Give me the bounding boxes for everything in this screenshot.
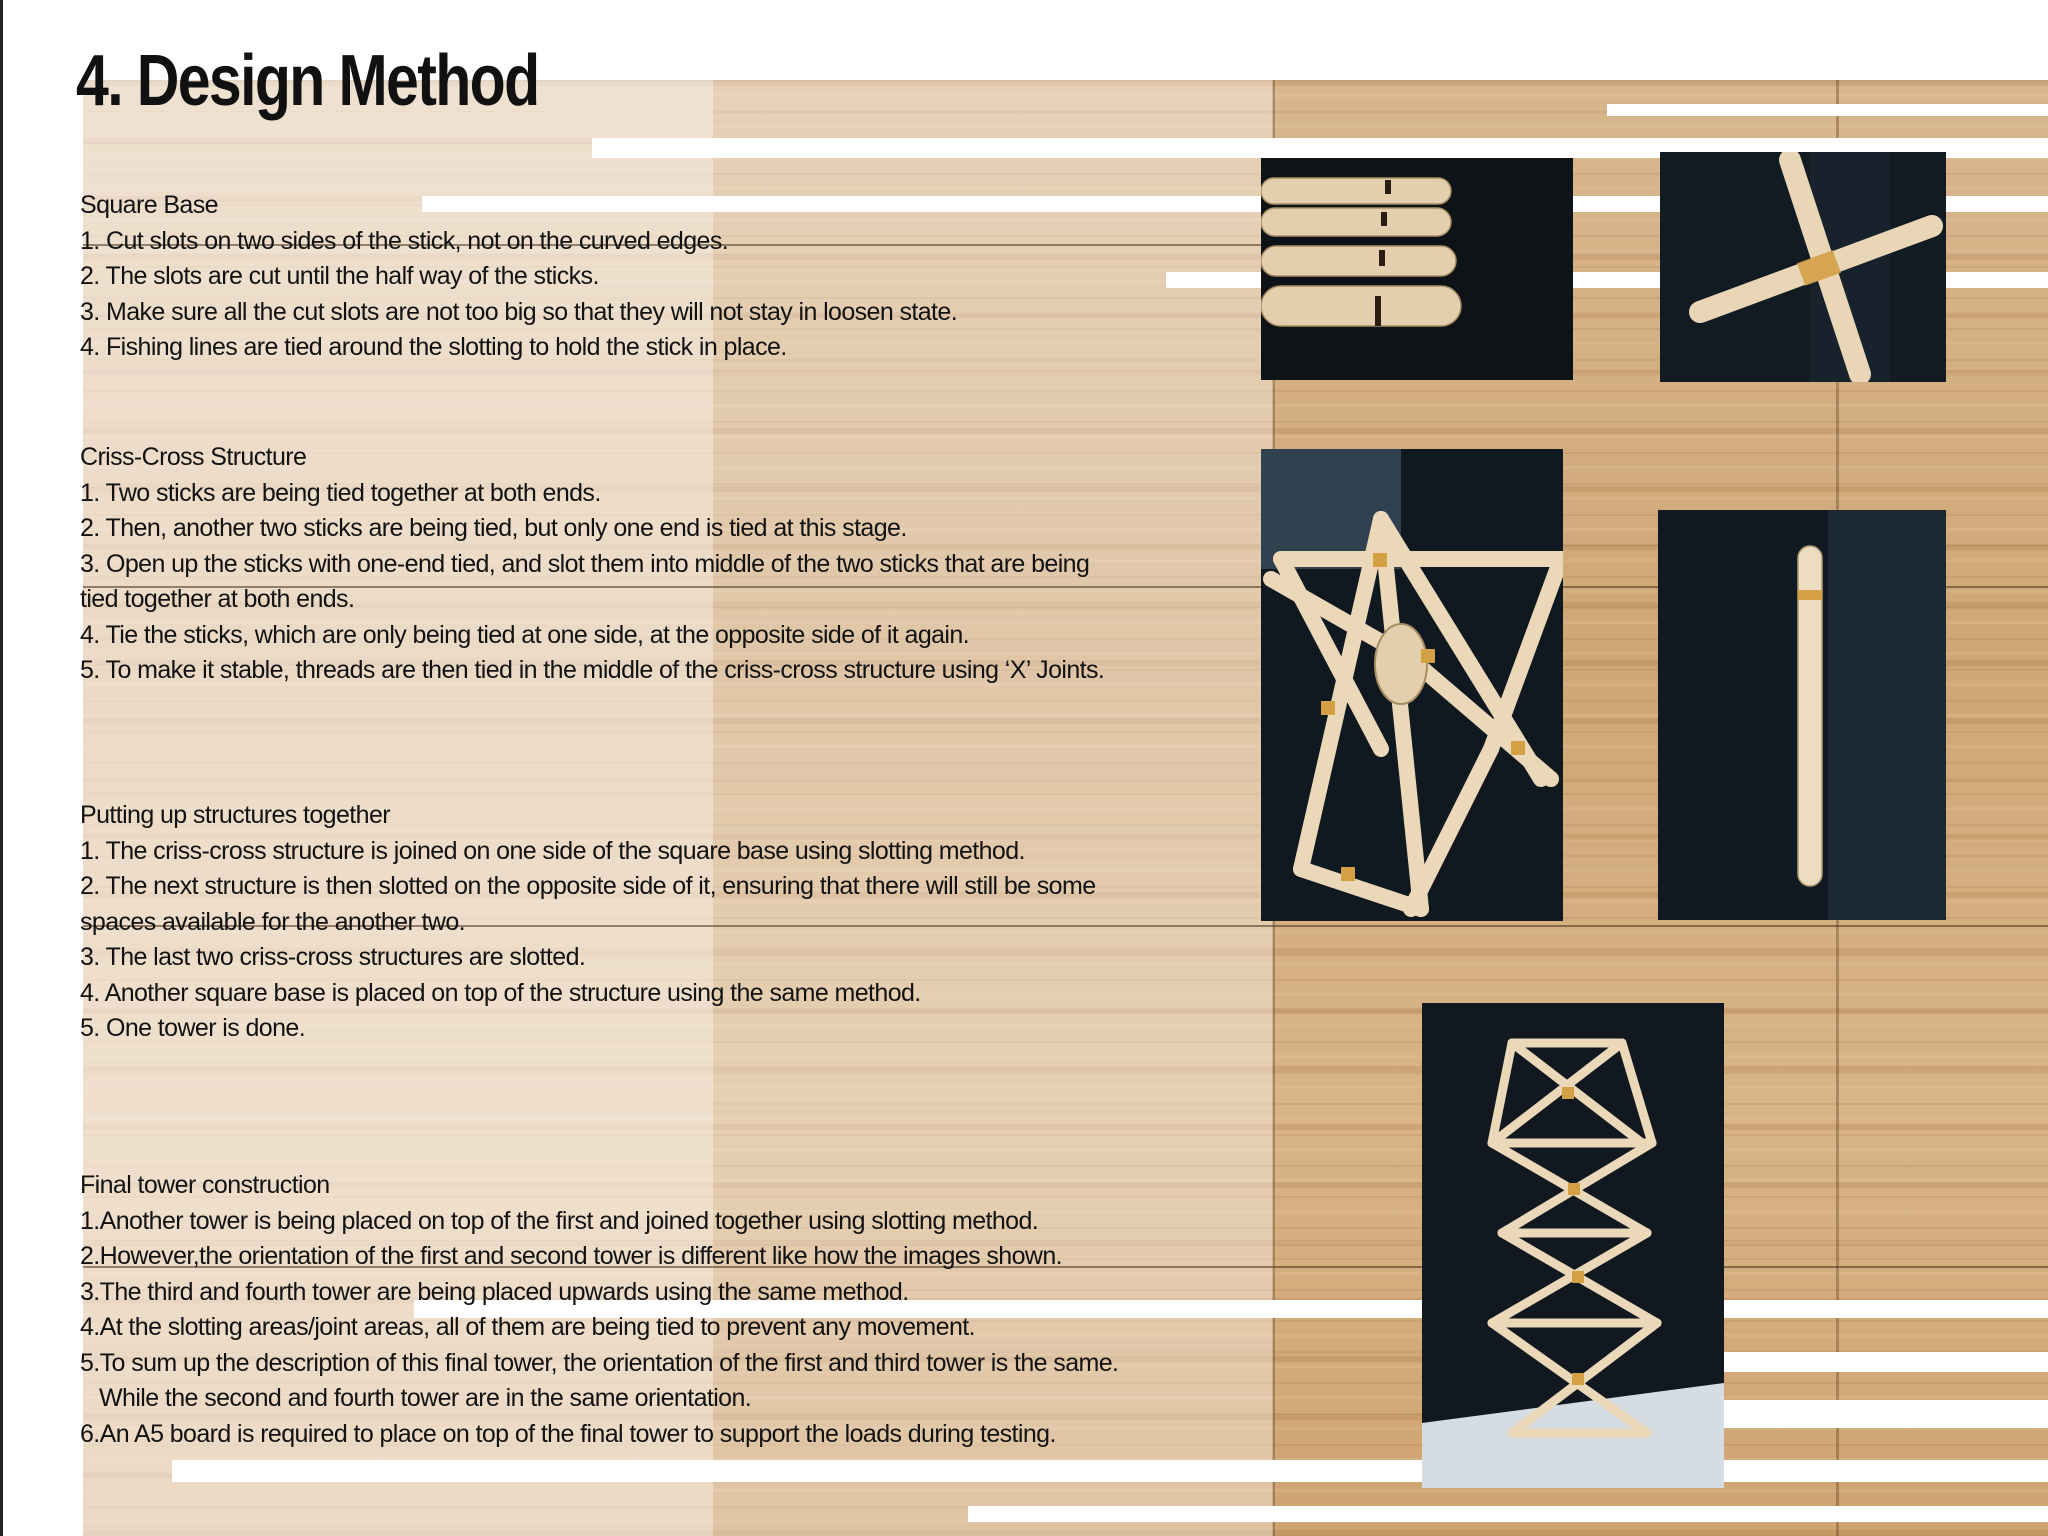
final-tower-drawing [1422,1003,1724,1488]
page-edge [0,0,3,1536]
accent-stripe [1607,104,2048,116]
section-heading: Final tower construction [80,1171,330,1199]
step-line: 3. Make sure all the cut slots are not too big so that they will not stay in loosen state. [80,297,958,326]
slotted-sticks-drawing [1261,158,1573,380]
step-line: 4. Tie the sticks, which are only being tied at one side, at the opposite side of it again. [80,620,970,649]
single-stick-drawing [1658,510,1946,920]
criss-cross-structure-drawing [1261,449,1563,921]
step-line: 5.To sum up the description of this final tower, the orientation of the first and third tower is the same. [80,1348,1119,1377]
photo-cross-sticks [1660,152,1946,382]
accent-stripe [172,1460,2048,1482]
step-line: 5. To make it stable, threads are then tied in the middle of the criss-cross structure using ‘X’ Joints. [80,656,1105,684]
step-line: 4. Fishing lines are tied around the slotting to hold the stick in place. [80,333,787,361]
step-line: 2. The next structure is then slotted on the opposite side of it, ensuring that there will still be some [80,872,1096,900]
section-heading: Square Base [80,191,218,219]
step-line: While the second and fourth tower are in the same orientation. [80,1384,752,1412]
section-final-tower [80,1168,1260,1452]
accent-stripe [968,1506,2048,1522]
step-line: tied together at both ends. [80,585,355,613]
photo-final-tower [1422,1003,1724,1488]
cross-sticks-drawing [1660,152,1946,382]
step-line: spaces available for the another two. [80,907,465,936]
step-line: 2. The slots are cut until the half way of the sticks. [80,262,599,290]
page-title: 4. Design Method [76,41,539,121]
accent-stripe [1700,1352,2048,1372]
step-line: 1. Two sticks are being tied together at both ends. [80,478,601,507]
step-line: 2. Then, another two sticks are being tied, but only one end is tied at this stage. [80,514,907,542]
photo-criss-cross-structure [1261,449,1563,921]
section-heading: Putting up structures together [80,801,390,829]
step-line: 4.At the slotting areas/joint areas, all of them are being tied to prevent any movement. [80,1313,975,1341]
photo-single-stick [1658,510,1946,920]
step-line: 6.An A5 board is required to place on top of the final tower to support the loads during testing. [80,1419,1056,1448]
step-line: 3.The third and fourth tower are being placed upwards using the same method. [80,1277,909,1306]
section-putting-together [80,798,1260,1047]
step-line: 2.However,the orientation of the first and second tower is different like how the images shown. [80,1242,1063,1270]
step-line: 1. The criss-cross structure is joined on one side of the square base using slotting method. [80,836,1025,865]
step-line: 1.Another tower is being placed on top of the first and joined together using slotting method. [80,1206,1039,1235]
step-line: 1. Cut slots on two sides of the stick, not on the curved edges. [80,226,729,255]
photo-slotted-sticks [1261,158,1573,380]
step-line: 3. Open up the sticks with one-end tied, and slot them into middle of the two sticks that are being [80,549,1090,578]
section-heading: Criss-Cross Structure [80,443,307,471]
step-line: 5. One tower is done. [80,1014,306,1042]
section-criss-cross [80,440,1260,689]
step-line: 4. Another square base is placed on top of the structure using the same method. [80,978,921,1007]
step-line: 3. The last two criss-cross structures are slotted. [80,943,586,971]
section-square-base [80,188,1260,366]
